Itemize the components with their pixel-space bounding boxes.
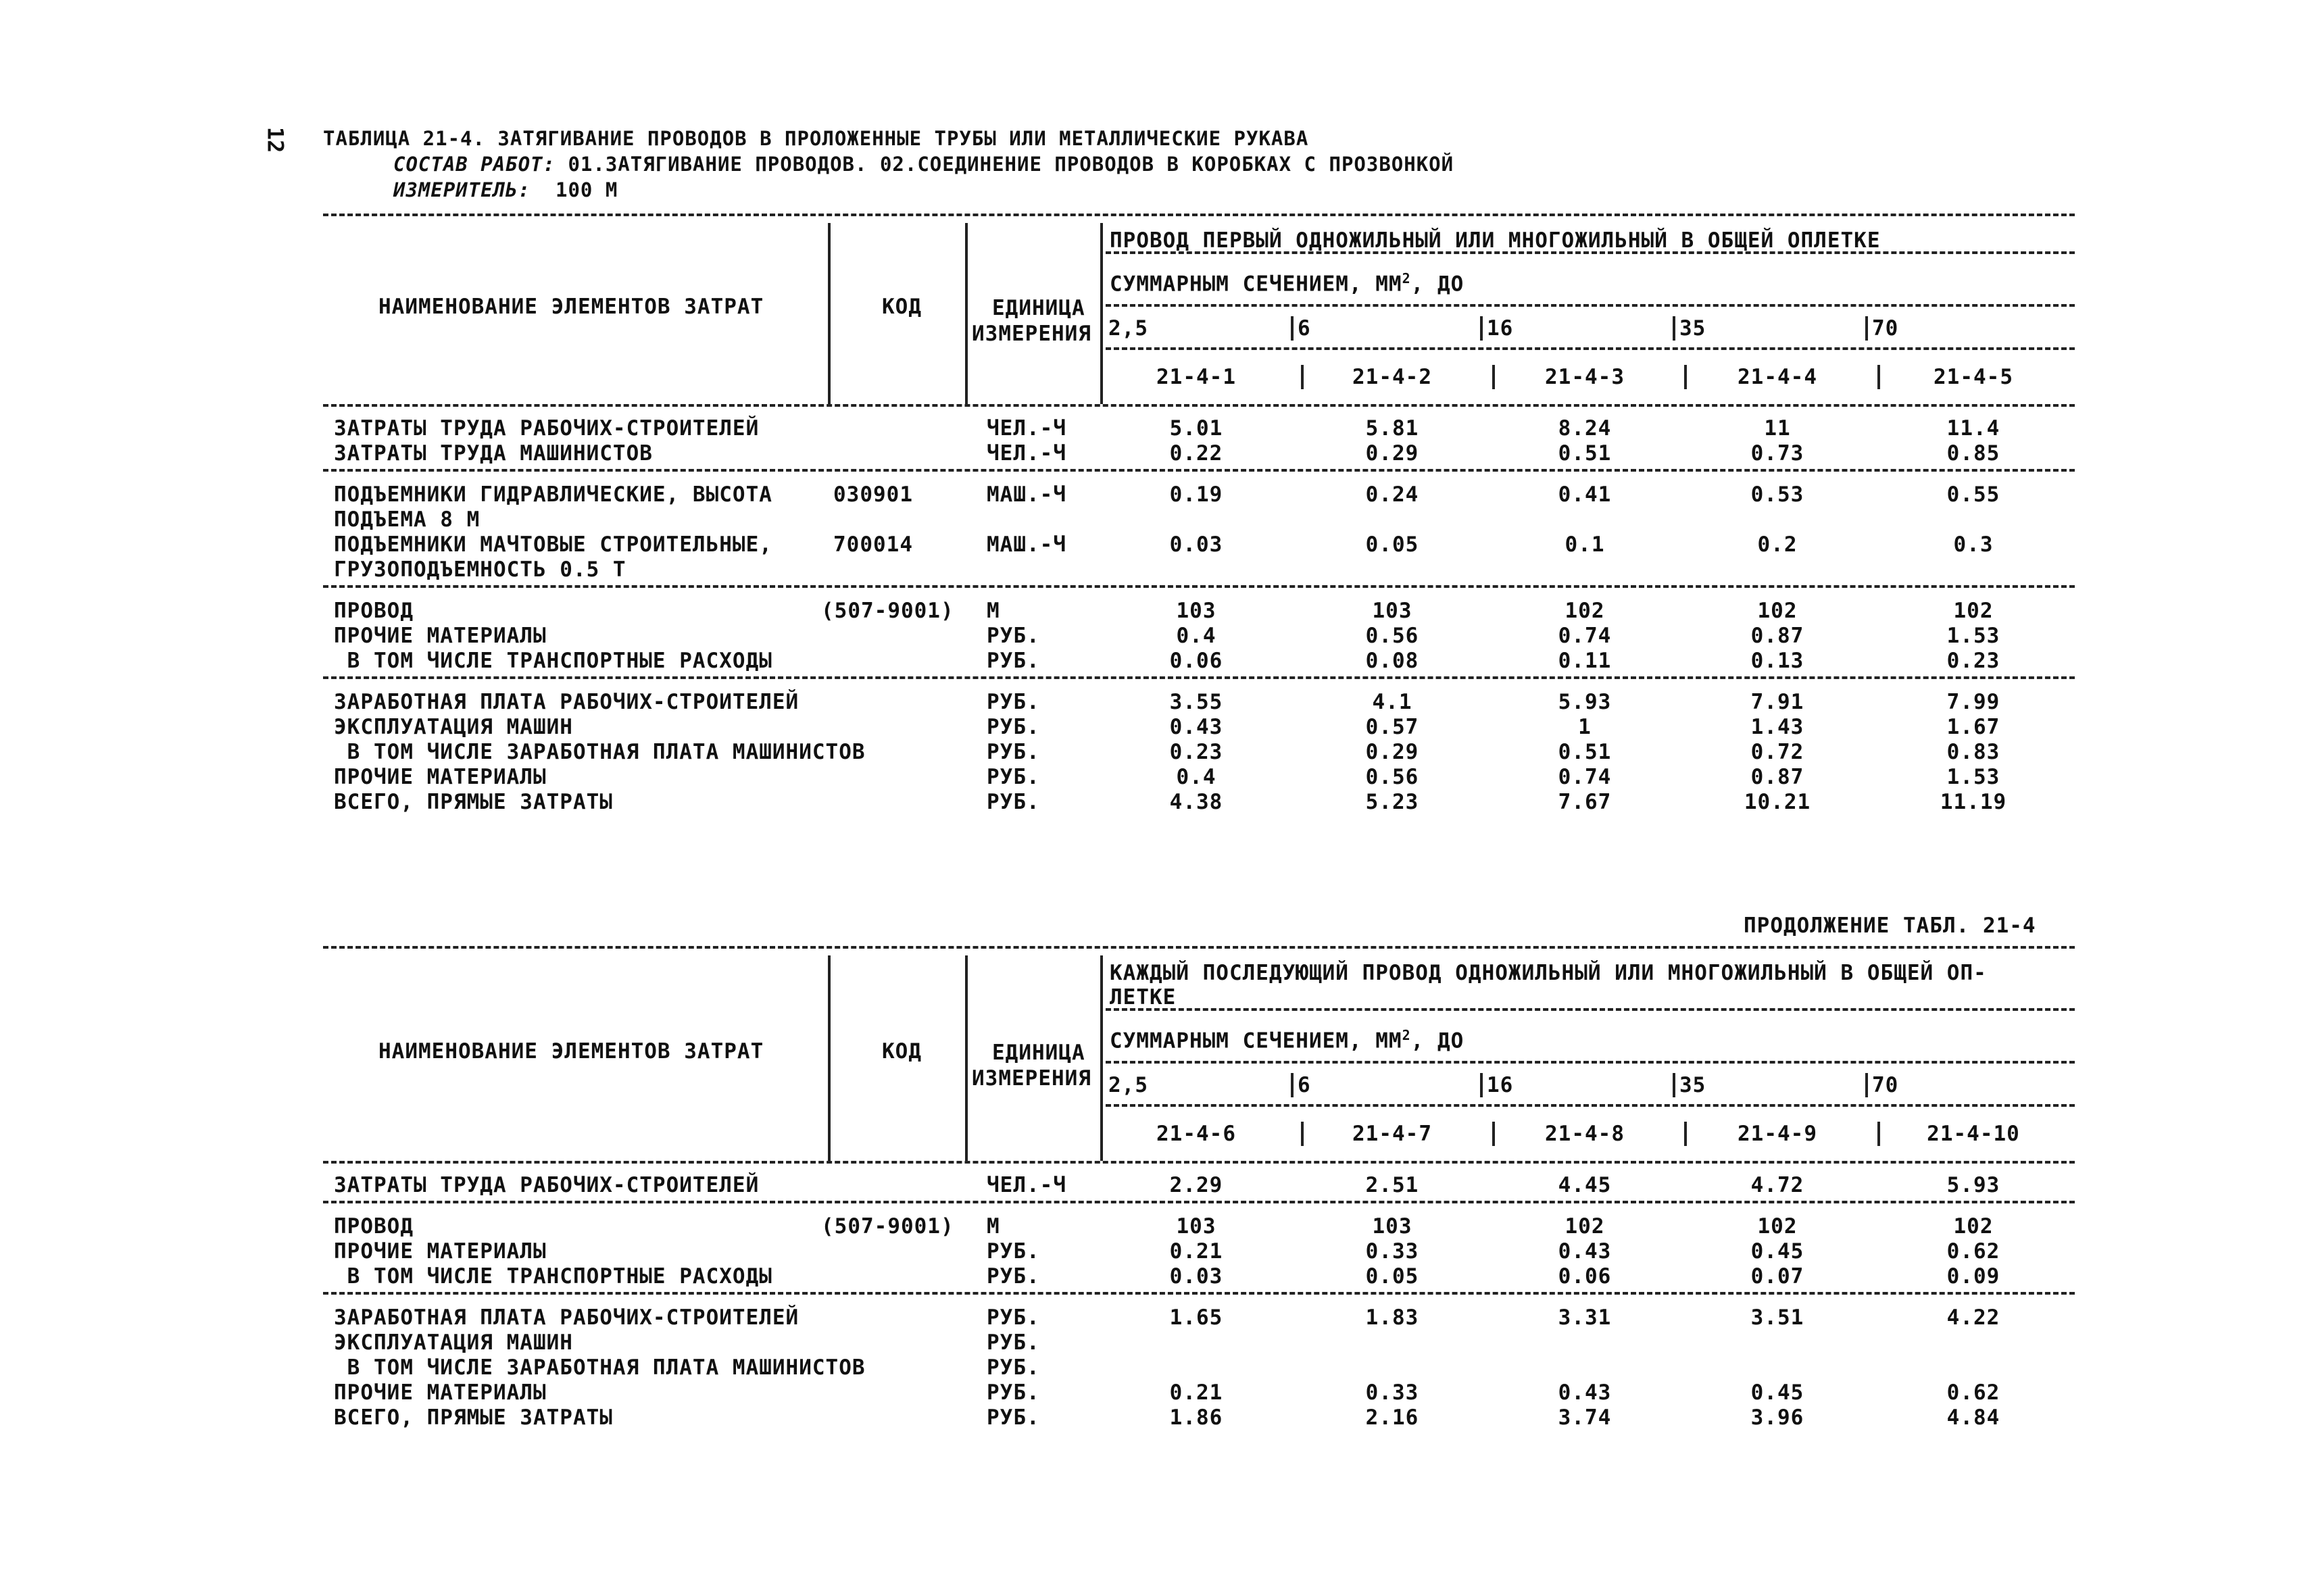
row-value: 0.05 xyxy=(1365,532,1419,557)
header-unit: ЕДИНИЦА xyxy=(992,296,1085,320)
row-value: 5.81 xyxy=(1365,416,1419,441)
row-value: 1.86 xyxy=(1169,1405,1223,1430)
measure-label: ИЗМЕРИТЕЛЬ: xyxy=(393,178,531,201)
block-rule xyxy=(323,585,2075,588)
section-tail: , ДО xyxy=(1410,1028,1464,1053)
row-value: 11.19 xyxy=(1940,790,2007,814)
row-value: 0.43 xyxy=(1169,715,1223,739)
norm-code: 21-4-10 xyxy=(1927,1122,2020,1146)
row-code: 030901 xyxy=(833,482,913,507)
row-name: ПОДЪЕМНИКИ МАЧТОВЫЕ СТРОИТЕЛЬНЫЕ, xyxy=(334,532,772,557)
row-value: 1 xyxy=(1578,715,1592,739)
row-name: ВСЕГО, ПРЯМЫЕ ЗАТРАТЫ xyxy=(334,790,613,814)
row-value: 4.38 xyxy=(1169,790,1223,814)
row-value: 5.23 xyxy=(1365,790,1419,814)
section-label xyxy=(1110,270,1464,296)
header-rule xyxy=(1106,347,2075,350)
size-label: 70 xyxy=(1872,316,1899,341)
block-rule xyxy=(323,1201,2075,1203)
size-divider xyxy=(1673,316,1675,341)
header-unit: ИЗМЕРЕНИЯ xyxy=(972,322,1091,346)
row-value: 0.07 xyxy=(1750,1264,1804,1289)
section-text: СУММАРНЫМ СЕЧЕНИЕМ, ММ xyxy=(1110,1028,1402,1053)
section-text: СУММАРНЫМ СЕЧЕНИЕМ, ММ xyxy=(1110,272,1402,297)
row-value: 0.4 xyxy=(1176,624,1216,648)
row-value: 5.93 xyxy=(1558,690,1612,714)
row-value: 0.23 xyxy=(1169,740,1223,764)
row-value: 0.29 xyxy=(1365,441,1419,466)
row-value: 0.53 xyxy=(1750,482,1804,507)
code-divider xyxy=(1492,365,1495,389)
row-value: 4.84 xyxy=(1946,1405,2000,1430)
row-value: 1.53 xyxy=(1946,765,2000,789)
header-bottom-rule xyxy=(323,404,2075,407)
row-value: 0.62 xyxy=(1946,1239,2000,1264)
row-unit: ЧЕЛ.-Ч xyxy=(987,1173,1066,1197)
code-divider xyxy=(1684,365,1687,389)
row-value: 103 xyxy=(1372,1214,1412,1239)
size-label: 35 xyxy=(1679,316,1706,341)
row-name: ВСЕГО, ПРЯМЫЕ ЗАТРАТЫ xyxy=(334,1405,613,1430)
size-label: 2,5 xyxy=(1108,1073,1148,1097)
size-divider xyxy=(1291,316,1294,341)
row-unit: ЧЕЛ.-Ч xyxy=(987,441,1066,466)
row-unit: РУБ. xyxy=(987,1264,1040,1289)
row-unit: РУБ. xyxy=(987,1405,1040,1430)
header-unit: ИЗМЕРЕНИЯ xyxy=(972,1066,1091,1091)
norm-code: 21-4-5 xyxy=(1934,365,2013,389)
norm-code: 21-4-2 xyxy=(1352,365,1432,389)
table-top-rule xyxy=(323,946,2075,949)
header-rule xyxy=(1106,1061,2075,1064)
row-name: В ТОМ ЧИСЛЕ ЗАРАБОТНАЯ ПЛАТА МАШИНИСТОВ xyxy=(334,740,866,764)
row-unit: М xyxy=(987,1214,1000,1239)
header-vline xyxy=(1100,955,1103,1161)
code-divider xyxy=(1877,365,1880,389)
row-value: 3.31 xyxy=(1558,1305,1612,1330)
row-name: ПОДЪЕМНИКИ ГИДРАВЛИЧЕСКИЕ, ВЫСОТА xyxy=(334,482,772,507)
row-value: 0.43 xyxy=(1558,1380,1612,1405)
row-value: 0.21 xyxy=(1169,1239,1223,1264)
measure-value: 100 М xyxy=(555,178,618,201)
row-name: ЭКСПЛУАТАЦИЯ МАШИН xyxy=(334,1330,573,1355)
size-divider xyxy=(1865,316,1868,341)
table-top-rule xyxy=(323,214,2075,216)
composition-line xyxy=(393,153,1454,176)
row-value: 7.99 xyxy=(1946,690,2000,714)
header-rule xyxy=(1106,251,2075,254)
row-unit: РУБ. xyxy=(987,740,1040,764)
size-divider xyxy=(1291,1073,1294,1097)
header-vline xyxy=(1100,223,1103,404)
code-divider xyxy=(1877,1122,1880,1146)
row-value: 0.33 xyxy=(1365,1239,1419,1264)
row-value: 2.16 xyxy=(1365,1405,1419,1430)
header-code: КОД xyxy=(882,1039,922,1064)
row-value: 0.05 xyxy=(1365,1264,1419,1289)
header-vline xyxy=(965,223,968,404)
row-value: 0.09 xyxy=(1946,1264,2000,1289)
row-value: 0.45 xyxy=(1750,1380,1804,1405)
norm-code: 21-4-8 xyxy=(1545,1122,1625,1146)
row-name: В ТОМ ЧИСЛЕ ЗАРАБОТНАЯ ПЛАТА МАШИНИСТОВ xyxy=(334,1355,866,1380)
row-value: 0.72 xyxy=(1750,740,1804,764)
header-rule xyxy=(1106,1008,2075,1011)
row-value: 2.29 xyxy=(1169,1173,1223,1197)
row-value: 0.57 xyxy=(1365,715,1419,739)
row-unit: РУБ. xyxy=(987,1305,1040,1330)
row-value: 4.45 xyxy=(1558,1173,1612,1197)
row-name: ЗАТРАТЫ ТРУДА РАБОЧИХ-СТРОИТЕЛЕЙ xyxy=(334,416,760,441)
group-title: КАЖДЫЙ ПОСЛЕДУЮЩИЙ ПРОВОД ОДНОЖИЛЬНЫЙ ИЛИ МНОГОЖИЛЬНЫЙ В ОБЩЕЙ ОП- xyxy=(1110,961,1987,985)
norm-code: 21-4-7 xyxy=(1352,1122,1432,1146)
row-value: 0.73 xyxy=(1750,441,1804,466)
row-name: ПРОЧИЕ МАТЕРИАЛЫ xyxy=(334,624,547,648)
norm-code: 21-4-1 xyxy=(1156,365,1236,389)
group-title: ПРОВОД ПЕРВЫЙ ОДНОЖИЛЬНЫЙ ИЛИ МНОГОЖИЛЬНЫЙ В ОБЩЕЙ ОПЛЕТКЕ xyxy=(1110,228,1881,253)
composition-label: СОСТАВ РАБОТ: xyxy=(393,153,556,176)
row-value: 0.56 xyxy=(1365,624,1419,648)
row-value: 0.23 xyxy=(1946,649,2000,673)
row-name: ПРОЧИЕ МАТЕРИАЛЫ xyxy=(334,765,547,789)
size-label: 16 xyxy=(1487,1073,1514,1097)
row-name: ЗАРАБОТНАЯ ПЛАТА РАБОЧИХ-СТРОИТЕЛЕЙ xyxy=(334,690,799,714)
size-label: 6 xyxy=(1298,316,1311,341)
row-unit: РУБ. xyxy=(987,1239,1040,1264)
row-value: 102 xyxy=(1953,1214,1994,1239)
row-value: 0.62 xyxy=(1946,1380,2000,1405)
row-name: ПРОЧИЕ МАТЕРИАЛЫ xyxy=(334,1239,547,1264)
code-divider xyxy=(1492,1122,1495,1146)
section-sup: 2 xyxy=(1402,270,1411,286)
row-value: 0.08 xyxy=(1365,649,1419,673)
row-value: 0.85 xyxy=(1946,441,2000,466)
row-value: 5.93 xyxy=(1946,1173,2000,1197)
row-value: 0.11 xyxy=(1558,649,1612,673)
row-value: 0.24 xyxy=(1365,482,1419,507)
size-divider xyxy=(1480,316,1483,341)
block-rule xyxy=(323,469,2075,472)
row-value: 0.56 xyxy=(1365,765,1419,789)
norm-code: 21-4-9 xyxy=(1738,1122,1817,1146)
row-value: 0.19 xyxy=(1169,482,1223,507)
row-unit: РУБ. xyxy=(987,1355,1040,1380)
size-divider xyxy=(1480,1073,1483,1097)
header-rule xyxy=(1106,304,2075,307)
row-name: ЭКСПЛУАТАЦИЯ МАШИН xyxy=(334,715,573,739)
row-value: 103 xyxy=(1176,1214,1216,1239)
row-value: 102 xyxy=(1565,1214,1605,1239)
row-value: 0.03 xyxy=(1169,532,1223,557)
row-value: 3.96 xyxy=(1750,1405,1804,1430)
section-tail: , ДО xyxy=(1410,272,1464,297)
size-divider xyxy=(1673,1073,1675,1097)
row-value: 4.1 xyxy=(1372,690,1412,714)
code-divider xyxy=(1301,365,1304,389)
norm-code: 21-4-6 xyxy=(1156,1122,1236,1146)
row-value: 0.51 xyxy=(1558,441,1612,466)
row-value: 103 xyxy=(1372,599,1412,623)
header-unit: ЕДИНИЦА xyxy=(992,1041,1085,1065)
row-code: 700014 xyxy=(833,532,913,557)
row-value: 11 xyxy=(1764,416,1791,441)
row-value: 1.65 xyxy=(1169,1305,1223,1330)
row-value: 0.1 xyxy=(1565,532,1605,557)
row-unit: РУБ. xyxy=(987,1330,1040,1355)
row-unit: МАШ.-Ч xyxy=(987,482,1066,507)
row-value: 0.2 xyxy=(1757,532,1798,557)
section-sup: 2 xyxy=(1402,1027,1411,1043)
row-value: 0.74 xyxy=(1558,624,1612,648)
row-value: 1.67 xyxy=(1946,715,2000,739)
header-name: НАИМЕНОВАНИЕ ЭЛЕМЕНТОВ ЗАТРАТ xyxy=(378,1039,764,1064)
row-value: 102 xyxy=(1565,599,1605,623)
row-value: 0.4 xyxy=(1176,765,1216,789)
row-value: 0.33 xyxy=(1365,1380,1419,1405)
row-value: 8.24 xyxy=(1558,416,1612,441)
size-label: 2,5 xyxy=(1108,316,1148,341)
header-bottom-rule xyxy=(323,1161,2075,1164)
row-value: 0.3 xyxy=(1953,532,1994,557)
row-value: 0.87 xyxy=(1750,765,1804,789)
row-value: 0.83 xyxy=(1946,740,2000,764)
code-divider xyxy=(1301,1122,1304,1146)
row-value: 0.13 xyxy=(1750,649,1804,673)
row-unit: РУБ. xyxy=(987,649,1040,673)
row-value: 102 xyxy=(1757,1214,1798,1239)
row-unit: РУБ. xyxy=(987,1380,1040,1405)
row-value: 0.03 xyxy=(1169,1264,1223,1289)
row-value: 0.41 xyxy=(1558,482,1612,507)
size-label: 16 xyxy=(1487,316,1514,341)
row-unit: РУБ. xyxy=(987,790,1040,814)
row-value: 3.55 xyxy=(1169,690,1223,714)
section-label xyxy=(1110,1027,1464,1053)
group-title-cont: ЛЕТКЕ xyxy=(1110,985,1177,1009)
row-value: 0.43 xyxy=(1558,1239,1612,1264)
row-name: ПРОВОД xyxy=(334,599,414,623)
row-value: 1.83 xyxy=(1365,1305,1419,1330)
row-value: 0.74 xyxy=(1558,765,1612,789)
row-name: В ТОМ ЧИСЛЕ ТРАНСПОРТНЫЕ РАСХОДЫ xyxy=(334,1264,772,1289)
header-vline xyxy=(965,955,968,1161)
row-value: 0.21 xyxy=(1169,1380,1223,1405)
code-divider xyxy=(1684,1122,1687,1146)
row-name: ЗАТРАТЫ ТРУДА РАБОЧИХ-СТРОИТЕЛЕЙ xyxy=(334,1173,760,1197)
row-value: 0.06 xyxy=(1169,649,1223,673)
row-value: 102 xyxy=(1757,599,1798,623)
row-value: 103 xyxy=(1176,599,1216,623)
row-unit: ЧЕЛ.-Ч xyxy=(987,416,1066,441)
size-label: 35 xyxy=(1679,1073,1706,1097)
row-code: (507-9001) xyxy=(821,1214,954,1239)
row-value: 4.72 xyxy=(1750,1173,1804,1197)
page-number: 12 xyxy=(262,126,289,153)
norm-code: 21-4-4 xyxy=(1738,365,1817,389)
row-unit: М xyxy=(987,599,1000,623)
row-name-cont: ГРУЗОПОДЪЕМНОСТЬ 0.5 Т xyxy=(334,557,626,582)
row-unit: РУБ. xyxy=(987,765,1040,789)
header-vline xyxy=(828,223,831,404)
table-title: ТАБЛИЦА 21-4. ЗАТЯГИВАНИЕ ПРОВОДОВ В ПРОЛОЖЕННЫЕ ТРУБЫ ИЛИ МЕТАЛЛИЧЕСКИЕ РУКАВА xyxy=(323,127,1309,150)
row-unit: МАШ.-Ч xyxy=(987,532,1066,557)
row-unit: РУБ. xyxy=(987,624,1040,648)
header-rule xyxy=(1106,1104,2075,1107)
row-name: ПРОЧИЕ МАТЕРИАЛЫ xyxy=(334,1380,547,1405)
size-label: 70 xyxy=(1872,1073,1899,1097)
row-value: 3.74 xyxy=(1558,1405,1612,1430)
row-value: 3.51 xyxy=(1750,1305,1804,1330)
row-value: 1.43 xyxy=(1750,715,1804,739)
composition-text: 01.ЗАТЯГИВАНИЕ ПРОВОДОВ. 02.СОЕДИНЕНИЕ ПРОВОДОВ В КОРОБКАХ С ПРОЗВОНКОЙ xyxy=(568,153,1454,176)
measure-line xyxy=(393,178,618,201)
row-value: 7.67 xyxy=(1558,790,1612,814)
continuation-label: ПРОДОЛЖЕНИЕ ТАБЛ. 21-4 xyxy=(1744,914,2036,938)
block-rule xyxy=(323,1292,2075,1295)
row-unit: РУБ. xyxy=(987,690,1040,714)
row-value: 102 xyxy=(1953,599,1994,623)
row-value: 4.22 xyxy=(1946,1305,2000,1330)
row-value: 0.06 xyxy=(1558,1264,1612,1289)
row-value: 1.53 xyxy=(1946,624,2000,648)
row-value: 7.91 xyxy=(1750,690,1804,714)
block-rule xyxy=(323,676,2075,679)
row-value: 0.22 xyxy=(1169,441,1223,466)
header-code: КОД xyxy=(882,295,922,319)
header-vline xyxy=(828,955,831,1161)
row-name: ЗАРАБОТНАЯ ПЛАТА РАБОЧИХ-СТРОИТЕЛЕЙ xyxy=(334,1305,799,1330)
row-value: 10.21 xyxy=(1744,790,1811,814)
row-value: 2.51 xyxy=(1365,1173,1419,1197)
row-name: ЗАТРАТЫ ТРУДА МАШИНИСТОВ xyxy=(334,441,653,466)
row-value: 0.29 xyxy=(1365,740,1419,764)
row-value: 0.51 xyxy=(1558,740,1612,764)
row-code: (507-9001) xyxy=(821,599,954,623)
size-label: 6 xyxy=(1298,1073,1311,1097)
row-value: 0.87 xyxy=(1750,624,1804,648)
row-name-cont: ПОДЪЕМА 8 М xyxy=(334,507,481,532)
size-divider xyxy=(1865,1073,1868,1097)
row-value: 0.45 xyxy=(1750,1239,1804,1264)
row-name: ПРОВОД xyxy=(334,1214,414,1239)
row-value: 0.55 xyxy=(1946,482,2000,507)
row-value: 11.4 xyxy=(1946,416,2000,441)
norm-code: 21-4-3 xyxy=(1545,365,1625,389)
header-name: НАИМЕНОВАНИЕ ЭЛЕМЕНТОВ ЗАТРАТ xyxy=(378,295,764,319)
row-unit: РУБ. xyxy=(987,715,1040,739)
row-name: В ТОМ ЧИСЛЕ ТРАНСПОРТНЫЕ РАСХОДЫ xyxy=(334,649,772,673)
row-value: 5.01 xyxy=(1169,416,1223,441)
